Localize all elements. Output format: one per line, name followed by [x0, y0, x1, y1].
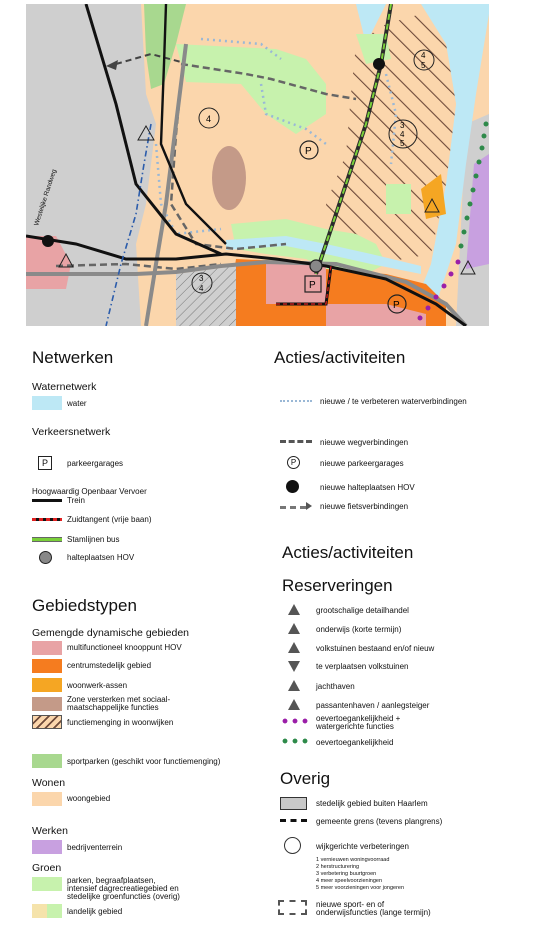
label-oever-water-1: oevertoegankelijkheid + [316, 714, 401, 723]
map-label-westelijke-randweg: Westelijke Randweg [33, 168, 59, 227]
parking-icon: P [38, 456, 52, 470]
label-parken-1: parken, begraafplaatsen, [67, 876, 156, 885]
label-jachthaven: jachthaven [316, 682, 355, 691]
label-centrum: centrumstedelijk gebied [67, 661, 152, 670]
train-line-icon [32, 499, 62, 502]
swatch-woongebied [32, 792, 62, 806]
label-oever-water-2: watergerichte functies [316, 722, 394, 731]
label-multifunctioneel: multifunctioneel knooppunt HOV [67, 643, 182, 652]
heading-gemengde: Gemengde dynamische gebieden [32, 627, 190, 639]
heading-wonen: Wonen [32, 777, 66, 789]
heading-overig: Overig [280, 769, 331, 788]
hov-stop-icon [39, 551, 52, 564]
label-landelijk: landelijk gebied [67, 907, 123, 916]
map-label-45-bot: 5 [421, 61, 426, 70]
swatch-water [32, 396, 62, 410]
triangle-detailhandel-icon [288, 604, 300, 615]
map-label-345-c: 5 [400, 139, 405, 148]
label-parken-2: intensief dagrecreatiegebied en [67, 884, 179, 893]
hov-stop-new-icon [286, 480, 299, 493]
bike-route-icon [280, 506, 306, 509]
map-label-4: 4 [206, 114, 212, 124]
swatch-sportparken [32, 754, 62, 768]
triangle-volkstuinen-icon [288, 642, 300, 653]
sport-onderwijs-frame-icon [278, 900, 307, 915]
heading-hov: Hoogwaardig Openbaar Vervoer [32, 487, 147, 496]
label-oever: oevertoegankelijkheid [316, 738, 394, 747]
swatch-multifunctioneel [32, 641, 62, 655]
map-label-34-top: 3 [199, 274, 204, 283]
label-wijk-3: 3 verbetering buurtgroen [316, 871, 377, 877]
triangle-jachthaven-icon [288, 680, 300, 691]
label-parkeergarages-nieuw: nieuwe parkeergarages [320, 459, 404, 468]
map-label-45-top: 4 [421, 51, 426, 60]
triangle-passantenhaven-icon [288, 699, 300, 710]
heading-acties-1: Acties/activiteiten [274, 348, 406, 367]
label-verplaatsen: te verplaatsen volkstuinen [316, 662, 409, 671]
legend-right [270, 0, 533, 931]
label-wijkgericht: wijkgerichte verbeteringen [316, 842, 409, 851]
map-label-345-a: 3 [400, 121, 405, 130]
swatch-stedelijk-buiten [280, 797, 307, 810]
map-label-p2: P [393, 300, 400, 311]
wijk-improvement-icon [284, 837, 301, 854]
label-gemeentegrens: gemeente grens (tevens plangrens) [316, 817, 443, 826]
label-stedelijk-buiten: stedelijk gebied buiten Haarlem [316, 799, 428, 808]
label-sport-onderwijs-2: onderwijsfuncties (lange termijn) [316, 908, 431, 917]
label-volkstuinen: volkstuinen bestaand en/of nieuw [316, 644, 435, 653]
parking-new-icon: P [287, 456, 300, 469]
label-woongebied: woongebied [67, 794, 111, 803]
label-trein: Trein [67, 496, 85, 505]
swatch-centrum [32, 659, 62, 673]
map-label-p1: P [305, 146, 312, 157]
heading-gebiedstypen: Gebiedstypen [32, 596, 137, 615]
triangle-down-volkstuinen-icon [288, 661, 300, 672]
heading-groen: Groen [32, 862, 62, 874]
map-label-345-b: 4 [400, 130, 405, 139]
heading-acties-2: Acties/activiteiten [282, 543, 414, 562]
label-bedrijventerrein: bedrijventerrein [67, 843, 123, 852]
purple-dots-icon [280, 718, 310, 724]
label-parkeergarages: parkeergarages [67, 459, 124, 468]
label-zone-1: Zone versterken met sociaal- [67, 695, 171, 704]
swatch-functiemenging [32, 715, 62, 729]
label-onderwijs: onderwijs (korte termijn) [316, 625, 402, 634]
label-zone-2: maatschappelijke functies [67, 703, 159, 712]
label-passantenhaven: passantenhaven / aanlegsteiger [316, 701, 430, 710]
label-functiemenging: functiemenging in woonwijken [67, 718, 174, 727]
label-sport-onderwijs-1: nieuwe sport- en of [316, 900, 385, 909]
swatch-woonwerk [32, 678, 62, 692]
label-wijk-1: 1 vernieuwen woningvoorraad [316, 857, 390, 863]
water-connection-icon [280, 400, 312, 402]
road-new-icon [280, 440, 312, 443]
heading-werken: Werken [32, 825, 68, 837]
swatch-bedrijventerrein [32, 840, 62, 854]
label-detailhandel: grootschalige detailhandel [316, 606, 409, 615]
label-wijk-5: 5 meer voorzieningen voor jongeren [316, 885, 405, 891]
green-dots-icon [280, 738, 310, 744]
heading-netwerken: Netwerken [32, 348, 114, 367]
municipal-border-icon [280, 819, 307, 822]
label-stamlijnen: Stamlijnen bus [67, 535, 120, 544]
triangle-onderwijs-icon [288, 623, 300, 634]
map-label-34-bot: 4 [199, 284, 204, 293]
arrow-right-icon [306, 502, 312, 510]
label-wijk-2: 2 herstructurering [316, 864, 360, 870]
label-parken-3: stedelijke groenfuncties (overig) [67, 892, 180, 901]
label-haltes: halteplaatsen HOV [67, 553, 135, 562]
stamlijn-line-icon [32, 537, 62, 542]
heading-verkeersnetwerk: Verkeersnetwerk [32, 426, 111, 438]
swatch-parken [32, 877, 62, 891]
label-water: water [67, 399, 87, 408]
label-sportparken: sportparken (geschikt voor functiemenging) [67, 757, 221, 766]
label-fietsverbindingen: nieuwe fietsverbindingen [320, 502, 409, 511]
heading-waternetwerk: Waternetwerk [32, 381, 97, 393]
zuidtangent-line-icon [32, 518, 62, 521]
label-halteplaatsen-nieuw: nieuwe halteplaatsen HOV [320, 483, 415, 492]
label-zuidtangent: Zuidtangent (vrije baan) [67, 515, 152, 524]
swatch-landelijk [32, 904, 62, 918]
label-wijk-4: 4 meer speelvoorzieningen [316, 878, 383, 884]
label-wegverbindingen: nieuwe wegverbindingen [320, 438, 409, 447]
swatch-zone [32, 697, 62, 711]
map-label-p3: P [309, 280, 316, 291]
heading-reserveringen: Reserveringen [282, 576, 393, 595]
label-water-verbindingen: nieuwe / te verbeteren waterverbindingen [320, 397, 467, 406]
label-woonwerk: woonwerk-assen [67, 681, 128, 690]
